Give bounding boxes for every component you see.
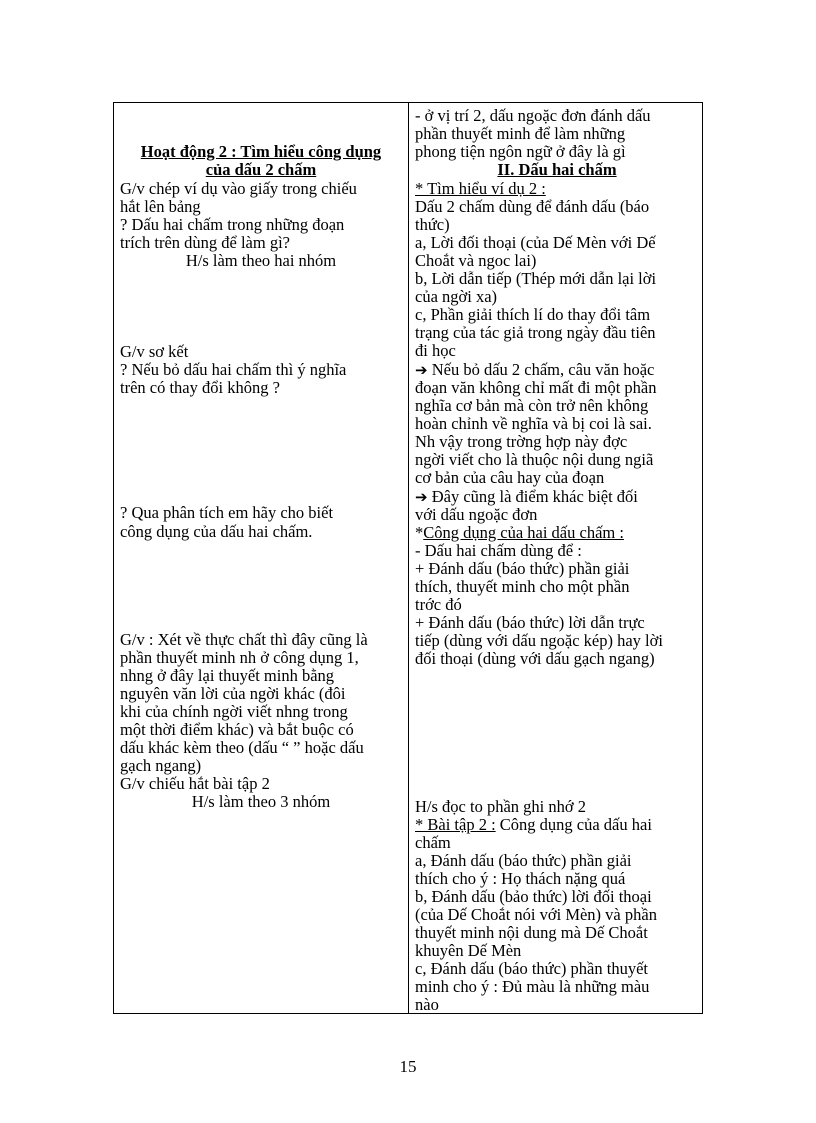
text-line: ? Nếu bỏ dấu hai chấm thì ý nghĩa [120, 360, 347, 379]
text-line: - ở vị trí 2, dấu ngoặc đơn đánh dấu [415, 106, 651, 125]
text-line: c, Đánh dấu (báo thức) phần thuyết [415, 959, 648, 978]
text-line: thích cho ý : Họ thách nặng quá [415, 869, 626, 888]
text-line: hoàn chỉnh về nghĩa và bị coi là sai. [415, 414, 652, 433]
text-line: Choắt và ngoc lai) [415, 251, 537, 270]
text-line [415, 488, 638, 506]
text-line: dấu khác kèm theo (dấu “ ” hoặc dấu [120, 738, 364, 757]
arrow-icon: ➔ [415, 488, 428, 506]
text-line: của ngời xa) [415, 287, 498, 306]
text-line: phần thuyết minh để làm những [415, 124, 626, 143]
text-line: Dấu 2 chấm dùng để đánh dấu (báo [415, 197, 650, 216]
text-line: chấm [415, 833, 451, 852]
text-line: trạng của tác giả trong ngày đầu tiên [415, 323, 656, 342]
text-line: gạch ngang) [120, 756, 202, 775]
exercise-line [415, 816, 652, 834]
text-line: - Dấu hai chấm dùng để : [415, 541, 582, 560]
arrow-icon: ➔ [415, 361, 428, 379]
page-number: 15 [399, 1057, 417, 1076]
text-line: ? Dấu hai chấm trong những đoạn [120, 215, 345, 234]
text-line: cơ bản của câu hay của đoạn [415, 468, 605, 487]
column-divider [408, 103, 409, 1013]
text-line: + Đánh dấu (báo thức) lời dẫn trực [415, 613, 645, 632]
text-line: ? Qua phân tích em hãy cho biết [120, 503, 334, 522]
text-line: b, Đánh dấu (bảo thức) lời đối thoại [415, 887, 652, 906]
text-line: G/v sơ kết [120, 342, 189, 361]
text-line: c, Phần giải thích lí do thay đổi tâm [415, 305, 651, 324]
text-line: a, Đánh dấu (báo thức) phần giải [415, 851, 632, 870]
section-title: II. Dấu hai chấm [497, 160, 617, 179]
text-line: H/s đọc to phần ghi nhớ 2 [415, 797, 586, 816]
lesson-table [113, 102, 703, 1014]
text-line: hắt lên bảng [120, 197, 201, 216]
text-line: tiếp (dùng với dấu ngoặc kép) hay lời [415, 631, 663, 650]
text-line: Nh vậy trong trờng hợp này đợc [415, 432, 628, 451]
activity-heading: của dấu 2 chấm [205, 160, 317, 179]
text-line: khi của chính ngời viết nhng trong [120, 702, 348, 721]
teacher-activity-column [120, 103, 402, 1013]
text-line: đi học [415, 341, 456, 360]
text-line: trớc đó [415, 595, 462, 614]
text-line [415, 361, 654, 379]
text-line: (của Dế Choắt nói với Mèn) và phần [415, 905, 657, 924]
text-line: ngời viết cho là thuộc nội dung ngiã [415, 450, 654, 469]
text-line: H/s làm theo hai nhóm [185, 251, 337, 270]
text-line: nhng ở đây lại thuyết minh bằng [120, 666, 335, 685]
text-line: G/v chiếu hắt bài tập 2 [120, 774, 270, 793]
exercise-label: * Bài tập 2 : [415, 815, 496, 834]
text-span: Nếu bỏ dấu 2 chấm, câu văn hoặc [431, 360, 655, 379]
text-line: trên có thay đổi không ? [120, 378, 280, 397]
text-line: b, Lời dẫn tiếp (Thép mới dẫn lại lời [415, 269, 657, 288]
usage-heading [415, 524, 624, 542]
text-line: + Đánh dấu (báo thức) phần giải [415, 559, 630, 578]
usage-title: Công dụng của hai dấu chấm : [423, 523, 624, 542]
text-line: nghĩa cơ bản mà còn trở nên không [415, 396, 649, 415]
text-line: đối thoại (dùng với dấu gạch ngang) [415, 649, 655, 668]
text-line: trích trên dùng để làm gì? [120, 233, 290, 252]
text-line: công dụng của dấu hai chấm. [120, 522, 313, 541]
text-line: G/v : Xét về thực chất thì đây cũng là [120, 630, 368, 649]
text-line: đoạn văn không chỉ mất đi một phần [415, 378, 657, 397]
text-line: thức) [415, 215, 450, 234]
text-line: một thời điểm khác) và bắt buộc có [120, 720, 354, 739]
text-line: khuyên Dế Mèn [415, 941, 522, 960]
text-line: thích, thuyết minh cho một phần [415, 577, 630, 596]
text-line: thuyết minh nội dung mà Dế Choắt [415, 923, 648, 942]
example-label: * Tìm hiểu ví dụ 2 : [415, 179, 546, 198]
exercise-text: Công dụng của dấu hai [495, 815, 652, 834]
text-line: H/s làm theo 3 nhóm [191, 792, 331, 811]
text-line: nguyên văn lời của ngời khác (đôi [120, 684, 346, 703]
text-line: a, Lời đối thoại (của Dế Mèn với Dế [415, 233, 656, 252]
text-line: nào [415, 995, 439, 1014]
text-line: phong tiện ngôn ngữ ở đây là gì [415, 142, 626, 161]
activity-heading: Hoạt động 2 : Tìm hiểu công dụng [140, 142, 382, 161]
text-line: G/v chép ví dụ vào giấy trong chiếu [120, 179, 357, 198]
text-line: với dấu ngoặc đơn [415, 505, 538, 524]
content-column [415, 103, 699, 1013]
text-span: Đây cũng là điểm khác biệt đối [431, 487, 638, 506]
text-line: minh cho ý : Đủ màu là những màu [415, 977, 650, 996]
asterisk: * [415, 523, 424, 542]
text-line: phần thuyết minh nh ở công dụng 1, [120, 648, 359, 667]
